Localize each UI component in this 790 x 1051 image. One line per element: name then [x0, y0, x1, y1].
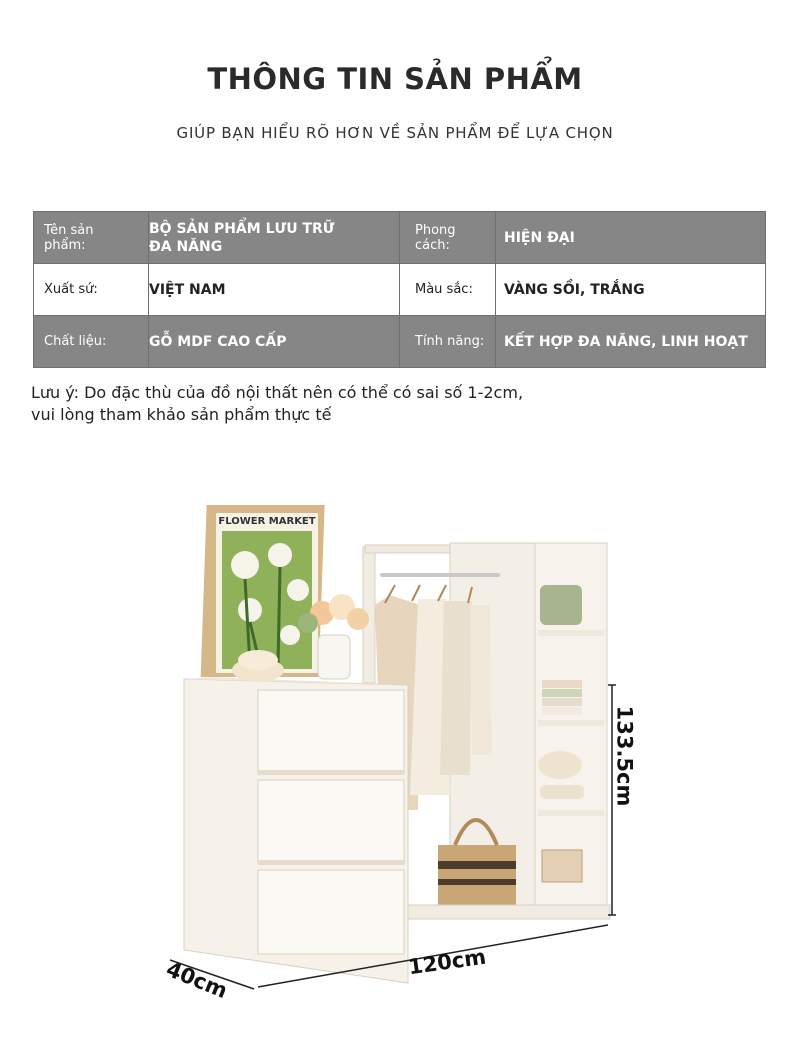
depth-dimension-label: 40cm — [162, 956, 231, 1004]
spec-value: GỖ MDF CAO CẤP — [149, 316, 400, 368]
width-dimension-label: 120cm — [406, 944, 488, 980]
spec-value-line: ĐA NĂNG — [149, 238, 223, 255]
spec-label: Tên sản phẩm: — [34, 212, 149, 264]
spec-value: VIỆT NAM — [149, 264, 400, 316]
spec-value — [149, 212, 400, 264]
note-line: Lưu ý: Do đặc thù của đồ nội thất nên có thể có sai số 1-2cm, — [31, 383, 524, 402]
spec-label: Xuất sứ: — [34, 264, 149, 316]
height-dimension-label: 133.5cm — [612, 705, 637, 807]
spec-value: HIỆN ĐẠI — [496, 212, 766, 264]
page-subtitle: GIÚP BẠN HIỂU RÕ HƠN VỀ SẢN PHẨM ĐỂ LỰA CHỌN — [176, 124, 614, 142]
spec-row — [34, 316, 766, 368]
spec-row — [34, 212, 766, 264]
spec-value-line: BỘ SẢN PHẨM LƯU TRỮ — [149, 220, 335, 237]
product-illustration — [150, 495, 670, 1015]
spec-label: Tính năng: — [400, 316, 496, 368]
spec-value: VÀNG SỒI, TRẮNG — [496, 264, 766, 316]
spec-row — [34, 264, 766, 316]
page-title: THÔNG TIN SẢN PHẨM — [207, 62, 583, 96]
spec-label: Chất liệu: — [34, 316, 149, 368]
poster-text: FLOWER MARKET — [218, 516, 316, 527]
spec-label: Màu sắc: — [400, 264, 496, 316]
spec-table — [33, 211, 766, 368]
spec-label: Phong cách: — [400, 212, 496, 264]
disclaimer-note — [31, 382, 651, 426]
spec-value: KẾT HỢP ĐA NĂNG, LINH HOẠT — [496, 316, 766, 368]
note-line: vui lòng tham khảo sản phẩm thực tế — [31, 405, 332, 424]
